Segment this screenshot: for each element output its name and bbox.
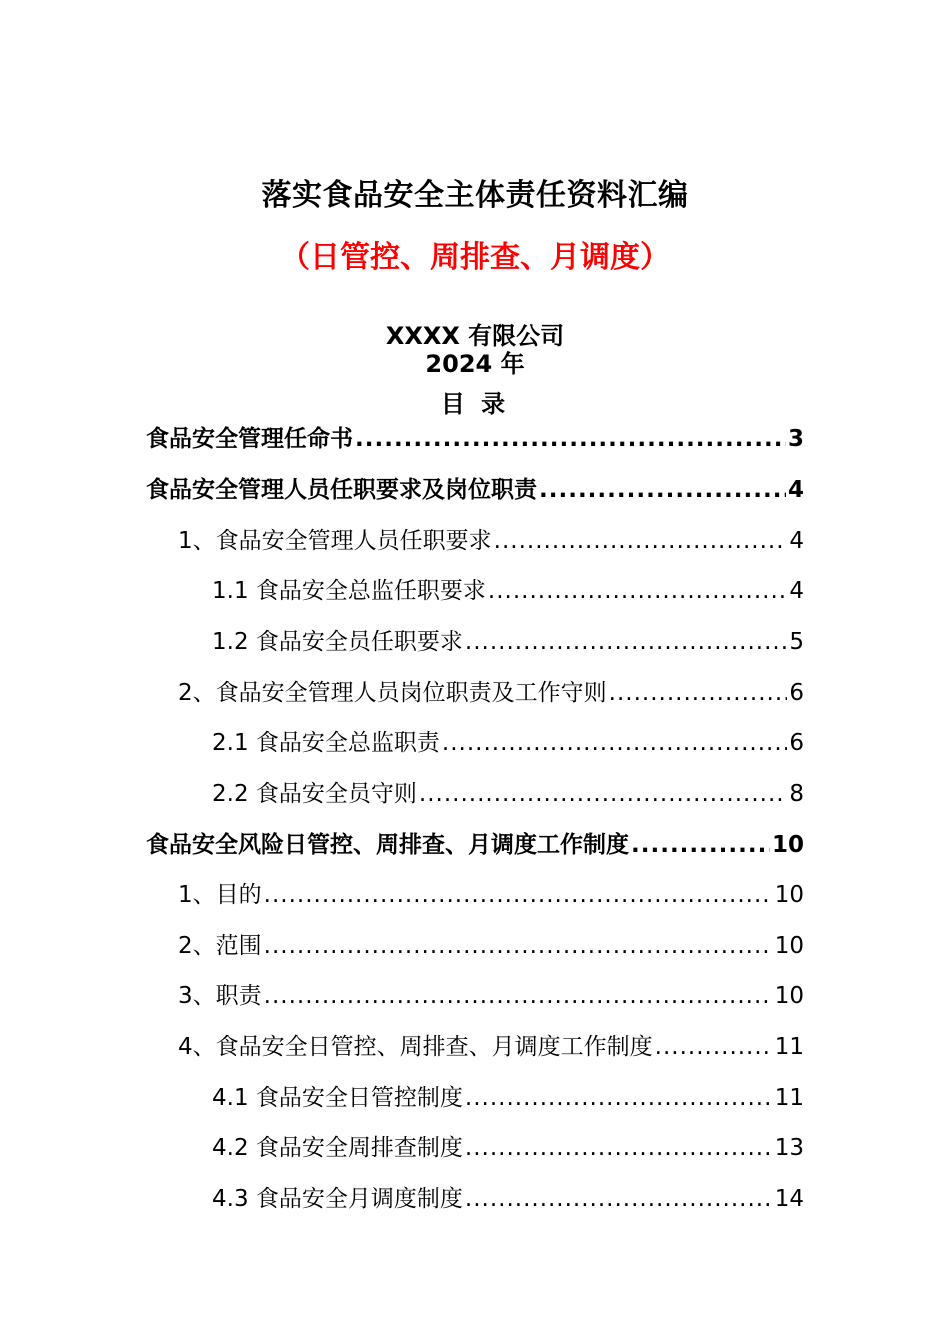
toc-entry[interactable] bbox=[212, 1180, 804, 1220]
toc-entry-page: 4 bbox=[789, 578, 804, 604]
toc-entry-page: 6 bbox=[789, 730, 804, 756]
toc-entry[interactable] bbox=[146, 826, 804, 866]
toc-entry[interactable] bbox=[146, 471, 804, 511]
toc-leader-dots bbox=[264, 933, 773, 959]
toc-leader-dots bbox=[494, 528, 788, 554]
toc-entry-page: 10 bbox=[771, 832, 804, 858]
document-year: 2024 年 bbox=[425, 350, 525, 378]
toc-entry-page: 10 bbox=[774, 882, 804, 908]
toc-entry-page: 4 bbox=[789, 528, 804, 554]
toc-entry-page: 14 bbox=[774, 1186, 804, 1212]
toc-entry-page: 11 bbox=[774, 1034, 804, 1060]
toc-entry[interactable] bbox=[146, 420, 804, 460]
toc-entry-title: 3、职责 bbox=[178, 983, 262, 1009]
toc-entry-title: 4.2 食品安全周排查制度 bbox=[212, 1135, 463, 1161]
toc-entry-title: 食品安全管理任命书 bbox=[146, 426, 353, 452]
toc-entry-title: 食品安全管理人员任职要求及岗位职责 bbox=[146, 477, 537, 503]
toc-entry[interactable] bbox=[212, 775, 804, 815]
toc-entry-page: 11 bbox=[774, 1085, 804, 1111]
toc-entry-title: 2.2 食品安全员守则 bbox=[212, 781, 417, 807]
toc-entry[interactable] bbox=[212, 572, 804, 612]
toc-entry-title: 4.3 食品安全月调度制度 bbox=[212, 1186, 463, 1212]
toc-entry-title: 1.2 食品安全员任职要求 bbox=[212, 629, 463, 655]
toc-entry-page: 3 bbox=[787, 426, 804, 452]
toc-entry-page: 10 bbox=[774, 933, 804, 959]
toc-entry-title: 4、食品安全日管控、周排查、月调度工作制度 bbox=[178, 1034, 653, 1060]
toc-entry[interactable] bbox=[178, 876, 804, 916]
toc-entry[interactable] bbox=[212, 1129, 804, 1169]
toc-leader-dots bbox=[488, 578, 787, 604]
toc-entry-title: 1.1 食品安全总监任职要求 bbox=[212, 578, 486, 604]
toc-leader-dots bbox=[465, 629, 787, 655]
toc-entry-title: 1、食品安全管理人员任职要求 bbox=[178, 528, 492, 554]
document-subtitle: （日管控、周排查、月调度） bbox=[280, 240, 670, 275]
toc-entry[interactable] bbox=[212, 724, 804, 764]
company-name: XXXX 有限公司 bbox=[385, 322, 565, 350]
toc-entry-title: 2.1 食品安全总监职责 bbox=[212, 730, 440, 756]
toc-leader-dots bbox=[264, 983, 773, 1009]
toc-entry-title: 食品安全风险日管控、周排查、月调度工作制度 bbox=[146, 832, 629, 858]
toc-entry[interactable] bbox=[178, 1028, 804, 1068]
toc-entry-page: 4 bbox=[787, 477, 804, 503]
toc-leader-dots bbox=[264, 882, 773, 908]
toc-entry-page: 8 bbox=[789, 781, 804, 807]
toc-leader-dots bbox=[465, 1135, 773, 1161]
toc-entry[interactable] bbox=[178, 927, 804, 967]
toc-leader-dots bbox=[631, 832, 770, 858]
toc-entry[interactable] bbox=[178, 522, 804, 562]
toc-entry-title: 2、范围 bbox=[178, 933, 262, 959]
toc-leader-dots bbox=[465, 1186, 773, 1212]
toc-entry[interactable] bbox=[178, 674, 804, 714]
toc-leader-dots bbox=[655, 1034, 773, 1060]
toc-entry-page: 10 bbox=[774, 983, 804, 1009]
toc-entry[interactable] bbox=[212, 623, 804, 663]
toc-heading: 目 录 bbox=[440, 390, 510, 418]
toc-leader-dots bbox=[442, 730, 787, 756]
toc-entry[interactable] bbox=[212, 1079, 804, 1119]
toc-entry-title: 4.1 食品安全日管控制度 bbox=[212, 1085, 463, 1111]
toc-entry-title: 1、目的 bbox=[178, 882, 262, 908]
toc-leader-dots bbox=[539, 477, 786, 503]
document-title: 落实食品安全主体责任资料汇编 bbox=[261, 178, 689, 213]
toc-entry-page: 6 bbox=[789, 680, 804, 706]
toc-leader-dots bbox=[465, 1085, 773, 1111]
toc-leader-dots bbox=[609, 680, 788, 706]
toc-entry-page: 13 bbox=[774, 1135, 804, 1161]
toc-entry-page: 5 bbox=[789, 629, 804, 655]
toc-entry[interactable] bbox=[178, 977, 804, 1017]
toc-leader-dots bbox=[419, 781, 787, 807]
toc-leader-dots bbox=[355, 426, 786, 452]
toc-entry-title: 2、食品安全管理人员岗位职责及工作守则 bbox=[178, 680, 607, 706]
